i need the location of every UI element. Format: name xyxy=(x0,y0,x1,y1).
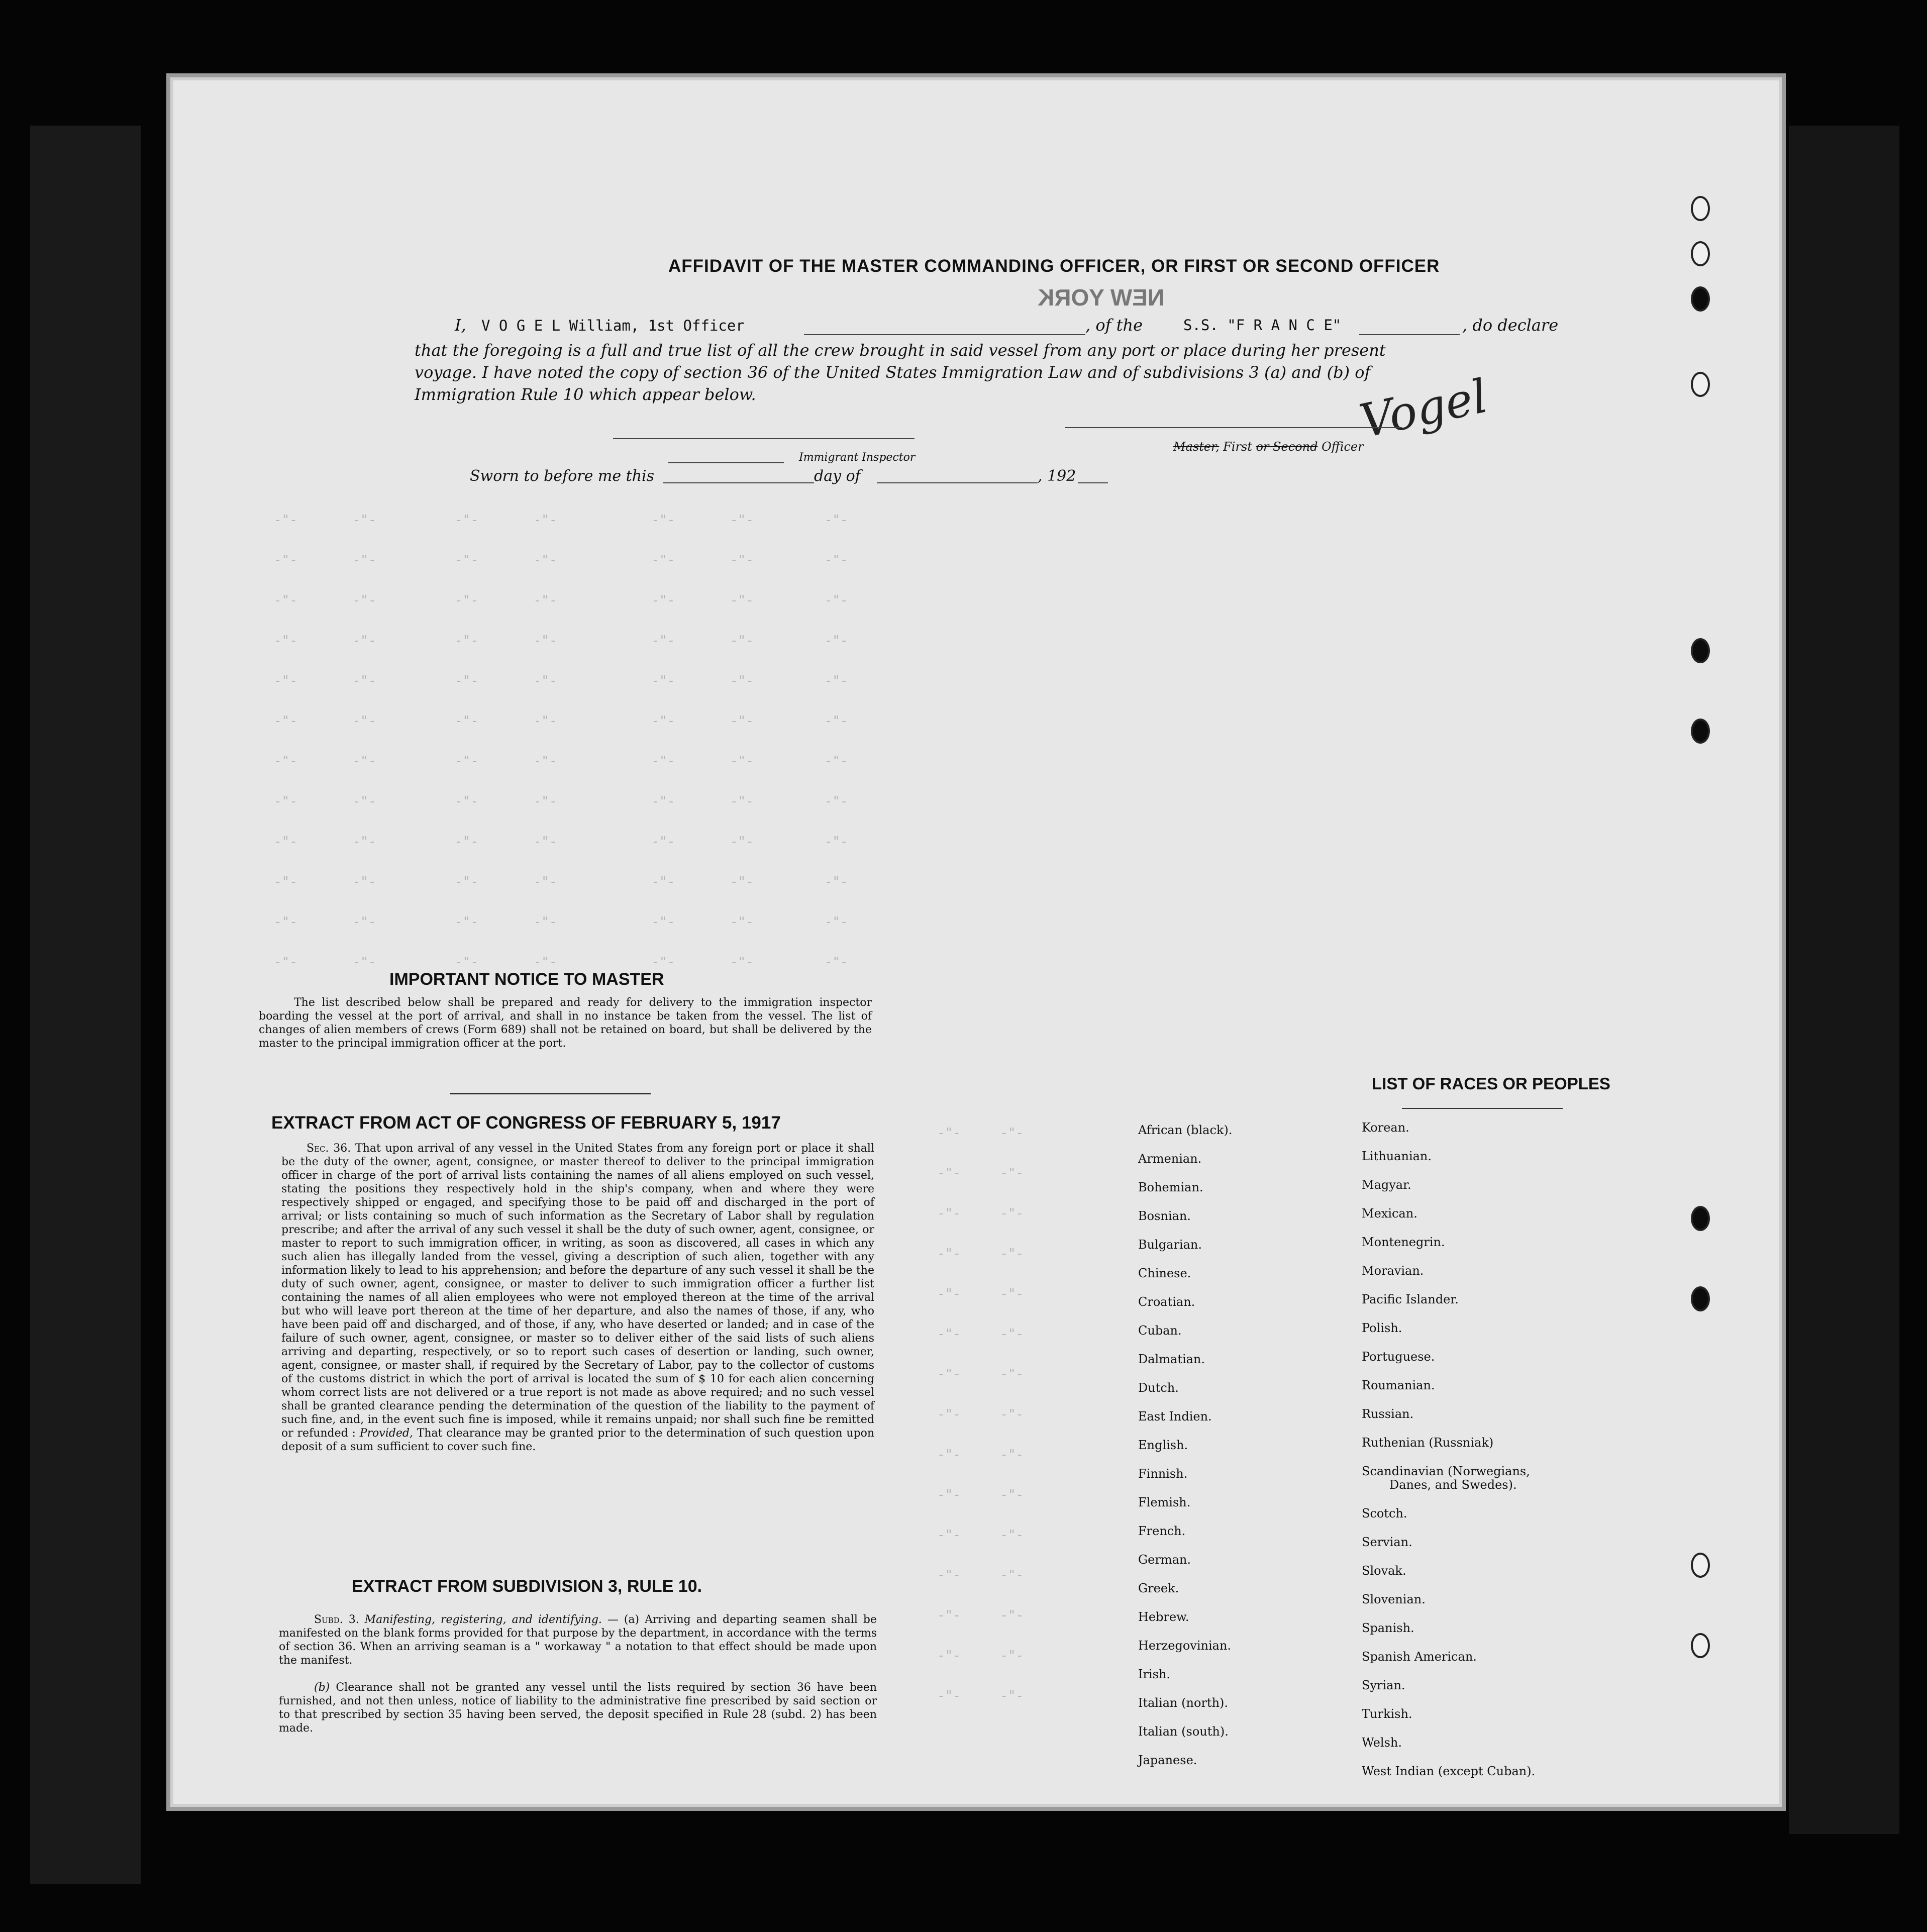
punch-hole xyxy=(1691,286,1710,312)
race-item: Syrian. xyxy=(1362,1678,1405,1692)
race-item: Herzegovinian. xyxy=(1138,1639,1232,1653)
race-item: Italian (north). xyxy=(1138,1696,1229,1710)
race-item: Lithuanian. xyxy=(1362,1149,1432,1163)
race-item: Bosnian. xyxy=(1138,1209,1191,1223)
race-item: Mexican. xyxy=(1362,1206,1417,1221)
race-item: Irish. xyxy=(1138,1667,1171,1681)
punch-hole xyxy=(1691,241,1710,266)
inspector-caption: Immigrant Inspector xyxy=(799,451,916,464)
race-item: Slovenian. xyxy=(1362,1592,1426,1606)
new-york-stamp: NEW YORK xyxy=(1038,284,1165,311)
race-item: Croatian. xyxy=(1138,1295,1195,1309)
race-item: Polish. xyxy=(1362,1321,1402,1335)
races-title: LIST OF RACES OR PEOPLES xyxy=(1372,1074,1610,1093)
race-item: English. xyxy=(1138,1438,1188,1452)
punch-hole xyxy=(1691,1286,1710,1311)
race-item: Chinese. xyxy=(1138,1266,1191,1280)
sworn-year-rule xyxy=(1078,482,1108,483)
punch-hole xyxy=(1691,1206,1710,1231)
race-item: Spanish. xyxy=(1362,1621,1414,1635)
affidavit-line-3: voyage. I have noted the copy of section 36 of the United States Immigration Law and of subdivisions 3 (a) and (b) of xyxy=(415,363,1371,382)
race-item: East Indien. xyxy=(1138,1409,1212,1423)
sworn-day-rule xyxy=(663,482,814,483)
race-item: Scotch. xyxy=(1362,1506,1407,1520)
race-item: Slovak. xyxy=(1362,1564,1406,1578)
race-item: Moravian. xyxy=(1362,1264,1424,1278)
sworn-year-label: , 192 xyxy=(1038,467,1076,485)
race-item: Spanish American. xyxy=(1362,1650,1477,1664)
race-item: German. xyxy=(1138,1553,1191,1567)
race-item: Portuguese. xyxy=(1362,1350,1435,1364)
notice-text: The list described below shall be prepared and ready for delivery to the immigration inspector boarding the vessel at the port of arrival, and shall in no instance be taken from the vessel. The list of changes of alien members of crews (Form 689) shall not be retained on board, but shall be delivered by the master to the principal immigration officer at the port. xyxy=(259,996,872,1050)
race-item: Dalmatian. xyxy=(1138,1352,1205,1366)
race-item: Magyar. xyxy=(1362,1178,1411,1192)
race-item: Japanese. xyxy=(1138,1753,1197,1767)
race-item: Pacific Islander. xyxy=(1362,1292,1459,1306)
race-item: Flemish. xyxy=(1138,1495,1191,1509)
do-declare-label: , do declare xyxy=(1462,316,1559,335)
race-item: Servian. xyxy=(1362,1535,1412,1549)
punch-hole xyxy=(1691,719,1710,744)
rule-paragraph-a: Subd. 3. Manifesting, registering, and identifying. — (a) Arriving and departing seamen shall be manifested on the blank forms provided for that purpose by the department, in accordance with the terms of section 36. When an arriving seaman is a " workaway " a notation to that effect should be made upon the manifest. xyxy=(279,1613,877,1667)
affidavit-line-1 xyxy=(455,316,1565,335)
officer-name: V O G E L William, 1st Officer xyxy=(481,317,745,334)
race-item: French. xyxy=(1138,1524,1186,1538)
race-item: Ruthenian (Russniak) xyxy=(1362,1436,1494,1450)
act-title: EXTRACT FROM ACT OF CONGRESS OF FEBRUARY 5, 1917 xyxy=(271,1113,781,1133)
race-item: Montenegrin. xyxy=(1362,1235,1445,1249)
rule-paragraph-b: (b) Clearance shall not be granted any vessel until the lists required by section 36 have been furnished, and not then unless, notice of liability to the administrative fine prescribed by said section or to that prescribed by section 35 having been served, the deposit specified in Rule 28 (subd. 2) has been made. xyxy=(279,1681,877,1735)
race-item: Cuban. xyxy=(1138,1324,1182,1338)
sworn-month-rule xyxy=(877,482,1038,483)
races-title-underline xyxy=(1402,1108,1563,1109)
sworn-line: Sworn to before me this xyxy=(470,467,655,485)
punch-hole xyxy=(1691,196,1710,221)
rule-title: EXTRACT FROM SUBDIVISION 3, RULE 10. xyxy=(352,1577,702,1596)
affidavit-line-4: Immigration Rule 10 which appear below. xyxy=(415,385,756,404)
race-item: Roumanian. xyxy=(1362,1378,1435,1392)
declarant-prefix: I, xyxy=(455,316,466,335)
notice-title: IMPORTANT NOTICE TO MASTER xyxy=(389,970,664,989)
race-item: Hebrew. xyxy=(1138,1610,1189,1624)
punch-hole xyxy=(1691,638,1710,663)
punch-hole xyxy=(1691,372,1710,397)
signature-caption: Master, First or Second Officer xyxy=(1173,440,1364,454)
scanner-background-left xyxy=(30,126,141,1884)
inspector-rule xyxy=(613,438,915,439)
race-item: Greek. xyxy=(1138,1581,1179,1595)
officer-name-rule xyxy=(804,334,1085,335)
race-item: West Indian (except Cuban). xyxy=(1362,1764,1536,1778)
race-item: Korean. xyxy=(1362,1121,1409,1135)
race-item: Turkish. xyxy=(1362,1707,1412,1721)
ship-name: S.S. "F R A N C E" xyxy=(1183,317,1342,334)
act-text: Sec. 36. That upon arrival of any vessel in the United States from any foreign port or place it shall be the duty of the owner, agent, consignee, or master thereof to deliver to the principal immigration officer in charge of the port of arrival lists containing the names of all aliens employed on such vessel, stating the positions they respectively hold in the ship's company, when and where they were respectively shipped or engaged, and specifying those to be paid off and discharged in the port of arrival; or lists containing so much of such information as the Secretary of Labor shall by regulation prescribe; and after the arrival of any such vessel it shall be the duty of such owner, agent, consignee, or master to report to such immigration officer, in writing, as soon as discovered, all cases in which any such alien has illegally landed from the vessel, giving a description of such alien, together with any information likely to lead to his apprehension; and before the departure of any such vessel it shall be the duty of such owner, agent, consignee, or master to deliver to such immigration officer a further list containing the names of all alien employees who were not employed thereon at the time of the arrival but who will leave port thereon at the time of her departure, and also the names of those, if any, who have been paid off and discharged, and of those, if any, who have deserted or landed; and in case of the failure of such owner, agent, consignee, or master so to deliver either of the said lists of such aliens arriving and departing, respectively, or so to report such cases of desertion or landing, such owner, agent, consignee, or master shall, if required by the Secretary of Labor, pay to the collector of customs of the customs district in which the port of arrival is located the sum of $ 10 for each alien concerning whom correct lists are not delivered or a true report is not made as above required; and no such vessel shall be granted clearance pending the determination of the question of the liability to the payment of such fine, and, in the event such fine is imposed, while it remains unpaid; nor shall such fine be remitted or refunded : Provided, That clearance may be granted prior to the determination of such question upon deposit of a sum sufficient to cover such fine. xyxy=(281,1142,875,1453)
ship-name-rule xyxy=(1359,334,1460,335)
scanner-background-right xyxy=(1789,126,1899,1834)
race-item: Welsh. xyxy=(1362,1736,1402,1750)
of-the-label: , of the xyxy=(1085,316,1143,335)
notice-divider xyxy=(450,1093,651,1094)
race-item: Bohemian. xyxy=(1138,1180,1203,1194)
sworn-day-label: day of xyxy=(814,467,861,485)
affidavit-line-2: that the foregoing is a full and true list of all the crew brought in said vessel from any port or place during her present xyxy=(415,341,1386,360)
document-page: -"- -"- -"- -"- -"- -"- -"- -"- -"- -"- -"- -"- -"- -"- -"- -"- -"- -"- -"- -"- -"- -"- -"- -"- -"- -"- -"- -"- -"- -"- -"- -"- -"- -"- -"- -"- -"- -"- -"- -"- -"- -"- -"- -"- -"- -"- -"- -"- -"- -"- -"- -"- -"- -"- -"- -"- -"- -"- -"- -"- -"- -"- -"- -"- -"- -"- -"- -"- -"- -"- -"- -"- -"- -"- -"- -"- -"- -"- -"- -"- -"- -"- -"- -"- -"- -"- -"- -"- -"- -"- -"- -"- -"- -"- -"- -"- -"- -"- -"- -"- -"- -"- -"- -"- -"- -"- -"- -"- -"- -"- -"- -"- -"- -"- NEW YORK AFFIDAVIT OF THE MASTER COMMANDING OFFICER, OR FIRST OR SECOND OFFICER I, V O G E L William, 1st Officer , of the S.S. "F R A N C E" , do declare that the foregoing is a full and true list of all the crew brought in said vessel from any port or place during her present voyage. I have noted the copy of section 36 of the United States Immigration Law and of subdivisions 3 (a) and (b) of Immigration Rule 10 which appear below. Vogel Master, First or Second Officer Sworn to before me this day of , 192 Immigrant Inspector IMPORTANT NOTICE TO MASTER The list described below shall be prepared and ready for delivery to the immigration inspector boarding the vessel at the port of arrival, and shall in no instance be taken from the vessel. The list of changes of alien members of crews (Form 689) shall not be retained on board, but shall be delivered by the master to the principal immigration officer at the port. EXTRACT FROM ACT OF CONGRESS OF FEBRUARY 5, 1917 Sec. 36. That upon arrival of any vessel in the United States from any foreign port or place it shall be the duty of the owner, agent, consignee, or master thereof to deliver to the principal immigration officer in charge of the port of arrival lists containing the names of all aliens employed on such vessel, stating the positions they respectively hold in the ship's company, when and where they were respectively shipped or engaged, and specifying those to be paid off and discharged in the port of arrival; or lists containing so much of such information as the Secretary of Labor shall by regulation prescribe; and after the arrival of any such vessel it shall be the duty of such owner, agent, consignee, or master to report to such immigration officer, in writing, as soon as discovered, all cases in which any such alien has illegally landed from the vessel, giving a description of such alien, together with any information likely to lead to his apprehension; and before the departure of any such vessel it shall be the duty of such owner, agent, consignee, or master to deliver to such immigration officer a further list containing the names of all alien employees who were not employed thereon at the time of the arrival but who will leave port thereon at the time of her departure, and also the names of those, if any, who have been paid off and discharged, and of those, if any, who have deserted or landed; and in case of the failure of such owner, agent, consignee, or master so to deliver either of the said lists of such aliens arriving and departing, respectively, or so to report such cases of desertion or landing, such owner, agent, consignee, or master shall, if required by the Secretary of Labor, pay to the collector of customs of the customs district in which the port of arrival is located the sum of $ 10 for each alien concerning whom correct lists are not delivered or a true report is not made as above required; and no such vessel shall be granted clearance pending the determination of the question of the liability to the payment of such fine, and, in the event such fine is imposed, while it remains unpaid; nor shall such fine be remitted or refunded : Provided, That clearance may be granted prior to the determination of such question upon deposit of a sum sufficient to cover such fine. EXTRACT FROM SUBDIVISION 3, RULE 10. Subd. 3. Manifesting, registering, and identifying. — (a) Arriving and departing seamen shall be manifested on the blank forms provided for that purpose by the department, in accordance with the terms of section 36. When an arriving seaman is a " workaway " a notation to that effect should be made upon the manifest. (b) Clearance shall not be granted any vessel until the lists required by section 36 have been furnished, and not then unless, notice of liability to the administrative fine prescribed by said section or to that prescribed by section 35 having been served, the deposit specified in Rule 28 (subd. 2) has been made. LIST OF RACES OR PEOPLES African (black). Armenian. Bohemian. Bosnian. Bulgarian. Chinese. Croatian. Cuban. Dalmatian. Dutch. East Indien. English. Finnish. Flemish. French. German. Greek. Hebrew. Herzegovinian. Irish. Italian (north). Italian (south). Japanese. Korean. Lithuanian. Magyar. Mexican. Montenegrin. Moravian. Pacific Islander. Polish. Portuguese. Roumanian. Russian. Ruthenian (Russniak) Scandinavian (Norwegians, Danes, and Swedes). Scotch. Servian. Slovak. Slovenian. Spanish. Spanish American. Syrian. Turkish. Welsh. West Indian (except Cuban). xyxy=(173,80,1779,1804)
race-item: Italian (south). xyxy=(1138,1724,1229,1739)
race-item: Scandinavian (Norwegians, xyxy=(1362,1464,1530,1478)
officer-signature: Vogel xyxy=(1355,369,1492,449)
race-item: Russian. xyxy=(1362,1407,1414,1421)
race-item: Finnish. xyxy=(1138,1467,1188,1481)
race-item: African (black). xyxy=(1138,1123,1233,1137)
punch-hole xyxy=(1691,1553,1710,1578)
race-item: Armenian. xyxy=(1138,1152,1202,1166)
signature-rule xyxy=(1065,427,1402,428)
inspector-rule-2 xyxy=(668,462,784,463)
race-item: Danes, and Swedes). xyxy=(1389,1478,1517,1492)
race-item: Bulgarian. xyxy=(1138,1238,1202,1252)
affidavit-title: AFFIDAVIT OF THE MASTER COMMANDING OFFICER, OR FIRST OR SECOND OFFICER xyxy=(668,256,1440,276)
punch-hole xyxy=(1691,1633,1710,1658)
race-item: Dutch. xyxy=(1138,1381,1179,1395)
